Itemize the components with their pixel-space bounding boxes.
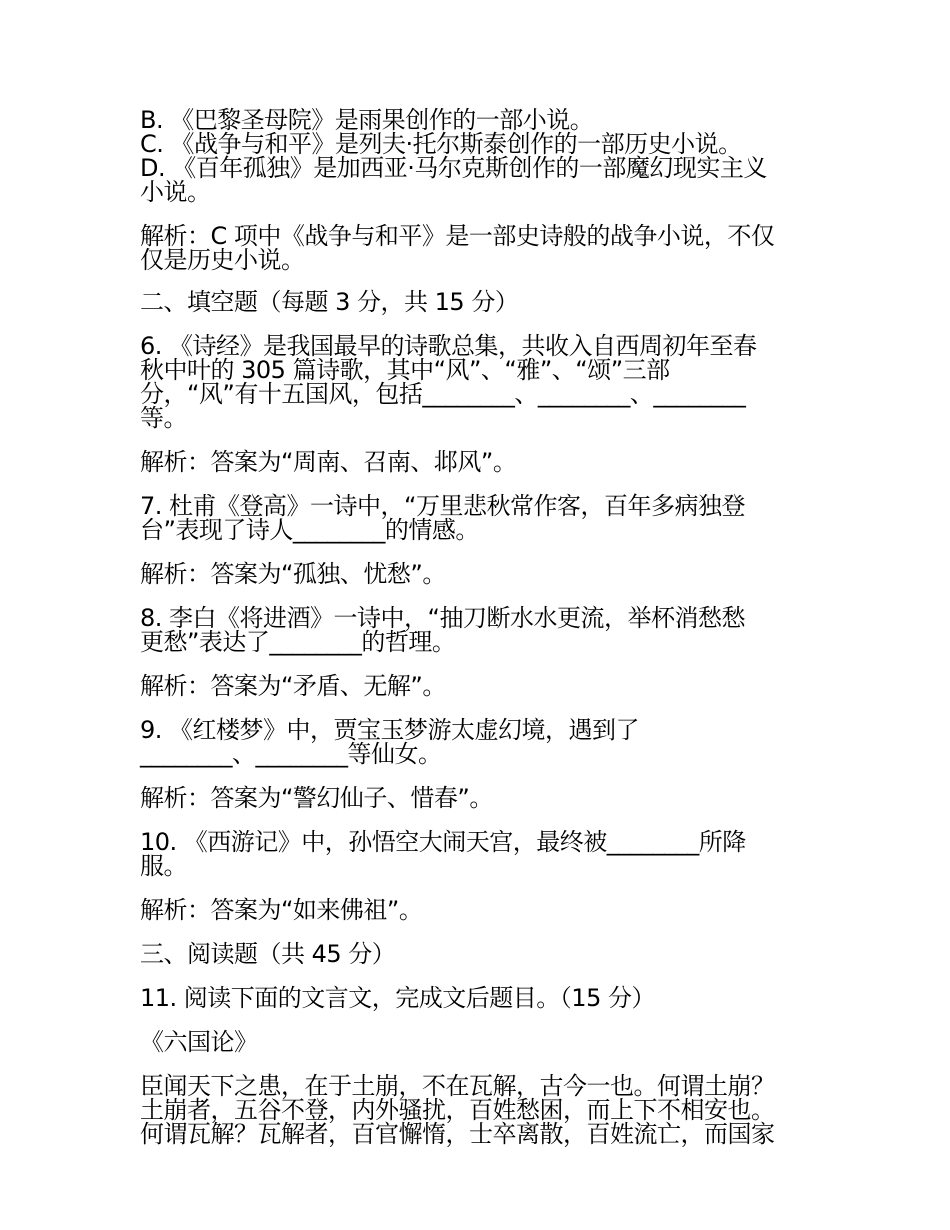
answer-7: 解析：答案为“孤独、忧愁”。 bbox=[140, 560, 446, 588]
question-10 bbox=[140, 830, 820, 878]
question-7 bbox=[140, 494, 820, 542]
question-line: 9. 《红楼梦》中，贾宝玉梦游太虚幻境，遇到了 bbox=[140, 716, 640, 744]
question-8 bbox=[140, 606, 820, 654]
passage-line: 土崩者，五谷不登，内外骚扰，百姓愁困，而上下不相安也。 bbox=[140, 1096, 775, 1124]
question-line: 更愁”表达了________的哲理。 bbox=[140, 628, 456, 656]
answer-10: 解析：答案为“如来佛祖”。 bbox=[140, 896, 423, 924]
question-line: 7. 杜甫《登高》一诗中，“万里悲秋常作客，百年多病独登 bbox=[140, 492, 745, 520]
answer-6: 解析：答案为“周南、召南、邶风”。 bbox=[140, 448, 517, 476]
question-line: 6. 《诗经》是我国最早的诗歌总集，共收入自西周初年至春 bbox=[140, 332, 757, 360]
question-line: 10. 《西游记》中，孙悟空大闹天宫，最终被________所降 bbox=[140, 828, 746, 856]
answer-9: 解析：答案为“警幻仙子、惜春”。 bbox=[140, 784, 493, 812]
answer-8: 解析：答案为“矛盾、无解”。 bbox=[140, 672, 446, 700]
analysis-line: 解析：C 项中《战争与和平》是一部史诗般的战争小说，不仅 bbox=[140, 222, 775, 250]
passage-text bbox=[140, 1074, 820, 1146]
question-line: 8. 李白《将进酒》一诗中，“抽刀断水水更流，举杯消愁愁 bbox=[140, 604, 745, 632]
question-line: 分，“风”有十五国风，包括________、________、________ bbox=[140, 380, 746, 408]
document-page bbox=[140, 108, 820, 1146]
option-d-line-2: 小说。 bbox=[140, 178, 211, 206]
option-b: B. 《巴黎圣母院》是雨果创作的一部小说。 bbox=[140, 106, 594, 134]
question-line: ________、________等仙女。 bbox=[140, 740, 442, 768]
passage-line: 臣闻天下之患，在于土崩，不在瓦解，古今一也。何谓土崩？ bbox=[140, 1072, 775, 1100]
question-line: 服。 bbox=[140, 852, 187, 880]
question-line: 台”表现了诗人________的情感。 bbox=[140, 516, 479, 544]
option-d-line-1: D. 《百年孤独》是加西亚·马尔克斯创作的一部魔幻现实主义 bbox=[140, 154, 767, 182]
question-6 bbox=[140, 334, 820, 430]
question-line: 秋中叶的 305 篇诗歌，其中“风”、“雅”、“颂”三部 bbox=[140, 356, 670, 384]
analysis-q5 bbox=[140, 224, 820, 272]
section-heading-reading: 三、阅读题（共 45 分） bbox=[140, 940, 396, 968]
analysis-line: 仅是历史小说。 bbox=[140, 246, 305, 274]
passage-title: 《六国论》 bbox=[140, 1028, 258, 1056]
option-list bbox=[140, 108, 820, 204]
question-11: 11. 阅读下面的文言文，完成文后题目。（15 分） bbox=[140, 984, 655, 1012]
section-heading-fill-in: 二、填空题（每题 3 分，共 15 分） bbox=[140, 288, 519, 316]
option-c: C. 《战争与和平》是列夫·托尔斯泰创作的一部历史小说。 bbox=[140, 130, 742, 158]
question-line: 等。 bbox=[140, 404, 187, 432]
question-9 bbox=[140, 718, 820, 766]
passage-line: 何谓瓦解？瓦解者，百官懈惰，士卒离散，百姓流亡，而国家 bbox=[140, 1120, 775, 1148]
